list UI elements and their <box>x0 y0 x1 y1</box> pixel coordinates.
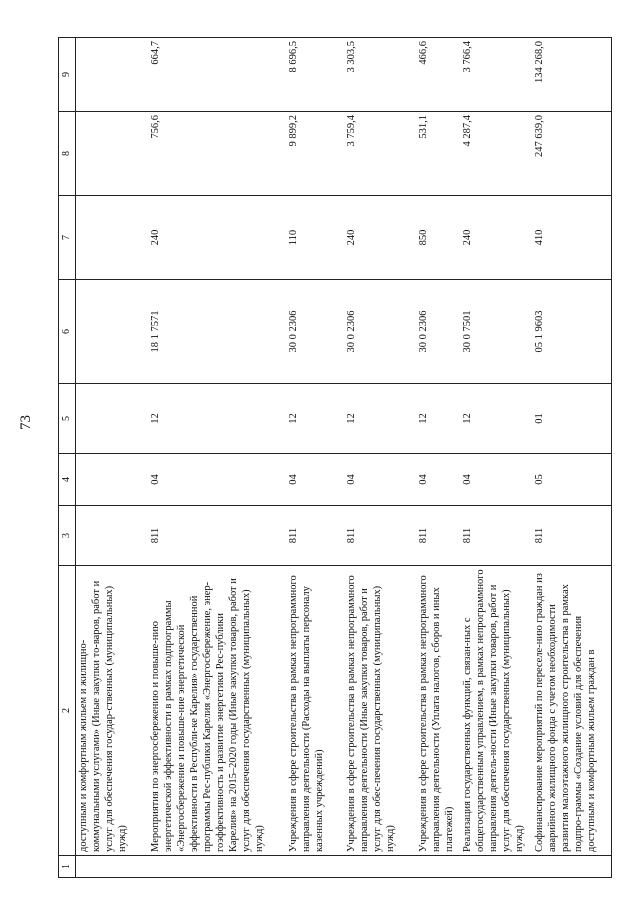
col-header-5: 5 <box>59 384 76 454</box>
cell-col1 <box>148 856 286 878</box>
cell-section <box>76 454 148 506</box>
row-name: Учреждения в сфере строительства в рамках непрограммного направления деятельности (Уплата налогов, сборов и иных платежей) <box>416 566 460 856</box>
budget-table <box>58 37 612 878</box>
cell-col1 <box>286 856 344 878</box>
cell-expense-type <box>76 196 148 280</box>
cell-subsection: 12 <box>148 384 286 454</box>
col-header-8: 8 <box>59 112 76 196</box>
cell-expense-type: 240 <box>344 196 416 280</box>
cell-subsection: 12 <box>344 384 416 454</box>
cell-grbs: 811 <box>416 506 460 566</box>
row-name: Реализация государственных функций, связан-ных с общегосударственным управлением, в рамках непрограммного направления деятель-ности (Иные закупки товаров, работ и услуг для обеспечения государственных (муниципальных) нужд) <box>460 566 532 856</box>
cell-section: 04 <box>344 454 416 506</box>
cell-expense-type: 110 <box>286 196 344 280</box>
cell-expense-type: 850 <box>416 196 460 280</box>
cell-amount-2: 466,6 <box>416 38 460 112</box>
cell-grbs: 811 <box>148 506 286 566</box>
col-header-7: 7 <box>59 196 76 280</box>
row-name: Учреждения в сфере строительства в рамках непрограммного направления деятельности (Расходы на выплаты персоналу казенных учреждений) <box>286 566 344 856</box>
cell-expense-type: 410 <box>532 196 612 280</box>
cell-amount-1 <box>76 112 148 196</box>
cell-col1 <box>416 856 460 878</box>
table-row <box>344 38 416 878</box>
cell-amount-1: 4 287,4 <box>460 112 532 196</box>
cell-target: 30 0 2306 <box>344 280 416 384</box>
table-row <box>76 38 148 878</box>
cell-grbs: 811 <box>286 506 344 566</box>
cell-amount-2: 3 303,5 <box>344 38 416 112</box>
cell-section: 04 <box>460 454 532 506</box>
cell-col1 <box>76 856 148 878</box>
cell-amount-2 <box>76 38 148 112</box>
row-name: Софинансирование мероприятий по переселе-нию граждан из аварийного жилищного фонда с учетом необходимости развития малоэтажного жилищного строительства в рамках подпро-граммы «Создание условий для обеспечения доступным и комфортным жильем граждан в <box>532 566 612 856</box>
row-name: Мероприятия по энергосбережению и повыше-нию энергетической эффективности в рамках подпрограммы «Энергосбережение и повыше-ние энергетической эффективности в Республи-ке Карелия» государственной программы Рес-публики Карелия «Энергосбережение, энер-гоэффективность и развитие энергетики Рес-публики Карелия» на 2015–2020 годы (Иные закупки товаров, работ и услуг для обеспечения государственных (муниципальных) нужд) <box>148 566 286 856</box>
table-row <box>286 38 344 878</box>
budget-table-rotated <box>58 38 618 878</box>
cell-subsection: 12 <box>460 384 532 454</box>
cell-amount-2: 134 268,0 <box>532 38 612 112</box>
cell-expense-type: 240 <box>148 196 286 280</box>
cell-grbs: 811 <box>532 506 612 566</box>
cell-expense-type: 240 <box>460 196 532 280</box>
cell-target: 18 1 7571 <box>148 280 286 384</box>
cell-amount-2: 664,7 <box>148 38 286 112</box>
table-row <box>532 38 612 878</box>
table-row <box>460 38 532 878</box>
cell-subsection <box>76 384 148 454</box>
cell-target: 30 0 2306 <box>286 280 344 384</box>
cell-subsection: 12 <box>416 384 460 454</box>
cell-section: 04 <box>286 454 344 506</box>
cell-col1 <box>532 856 612 878</box>
cell-grbs <box>76 506 148 566</box>
table-row <box>416 38 460 878</box>
cell-section: 04 <box>148 454 286 506</box>
col-header-3: 3 <box>59 506 76 566</box>
cell-target <box>76 280 148 384</box>
cell-subsection: 12 <box>286 384 344 454</box>
cell-grbs: 811 <box>344 506 416 566</box>
col-header-4: 4 <box>59 454 76 506</box>
cell-amount-1: 756,6 <box>148 112 286 196</box>
table-row <box>148 38 286 878</box>
cell-target: 30 0 7501 <box>460 280 532 384</box>
header-row <box>59 38 76 878</box>
cell-amount-1: 9 899,2 <box>286 112 344 196</box>
cell-amount-1: 247 639,0 <box>532 112 612 196</box>
cell-col1 <box>344 856 416 878</box>
cell-amount-2: 3 766,4 <box>460 38 532 112</box>
col-header-6: 6 <box>59 280 76 384</box>
cell-amount-1: 531,1 <box>416 112 460 196</box>
cell-section: 04 <box>416 454 460 506</box>
row-name: доступным и комфортным жильем и жилищно-коммунальными услугами» (Иные закупки то-варов, работ и услуг для обеспечения государ-ственных (муниципальных) нужд) <box>76 566 148 856</box>
col-header-1: 1 <box>59 856 76 878</box>
cell-col1 <box>460 856 532 878</box>
cell-amount-2: 8 696,5 <box>286 38 344 112</box>
cell-grbs: 811 <box>460 506 532 566</box>
col-header-9: 9 <box>59 38 76 112</box>
cell-section: 05 <box>532 454 612 506</box>
cell-subsection: 01 <box>532 384 612 454</box>
row-name: Учреждения в сфере строительства в рамках непрограммного направления деятельности (Иные закупки товаров, работ и услуг для обес-печения государственных (муниципальных) нужд) <box>344 566 416 856</box>
page-number: 73 <box>18 415 34 430</box>
cell-amount-1: 3 759,4 <box>344 112 416 196</box>
col-header-2: 2 <box>59 566 76 856</box>
cell-target: 30 0 2306 <box>416 280 460 384</box>
cell-target: 05 1 9603 <box>532 280 612 384</box>
